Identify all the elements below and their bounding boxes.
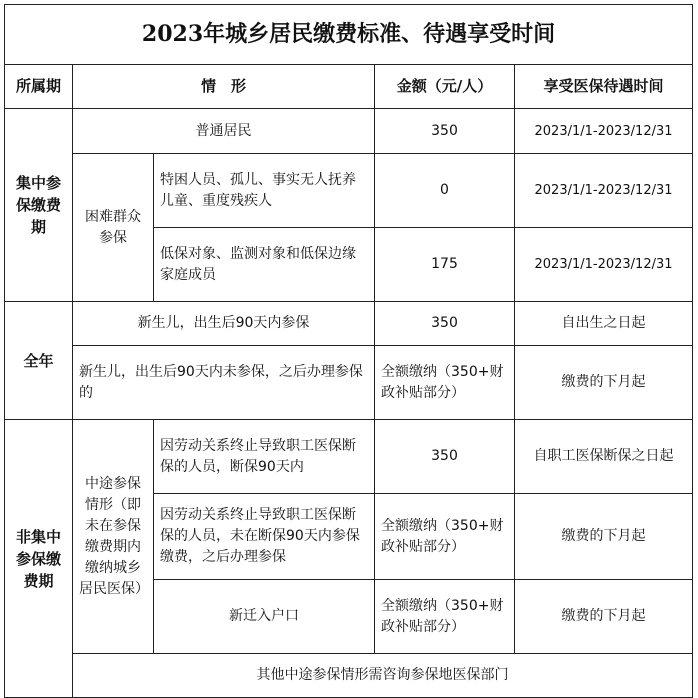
amount-newborn-after: 全额缴纳（350+财政补贴部分） [375, 346, 515, 420]
table-row [5, 654, 693, 698]
time-new-household: 缴费的下月起 [515, 580, 693, 654]
group-hardship: 困难群众参保 [73, 154, 154, 302]
amount-new-household: 全额缴纳（350+财政补贴部分） [375, 580, 515, 654]
table-row [5, 420, 693, 494]
header-period: 所属期 [5, 65, 73, 109]
situation-newborn-after: 新生儿，出生后90天内未参保，之后办理参保的 [73, 346, 375, 420]
amount-labor-after: 全额缴纳（350+财政补贴部分） [375, 494, 515, 580]
title-row [5, 5, 693, 65]
situation-labor-after: 因劳动关系终止导致职工医保断保的人员，未在断保90天内参保缴费，之后办理参保 [154, 494, 375, 580]
situation-new-household: 新迁入户口 [154, 580, 375, 654]
situation-newborn-within: 新生儿，出生后90天内参保 [73, 302, 375, 346]
time-ordinary: 2023/1/1-2023/12/31 [515, 109, 693, 154]
table-row [5, 346, 693, 420]
time-special-poverty: 2023/1/1-2023/12/31 [515, 154, 693, 228]
time-labor-within: 自职工医保断保之日起 [515, 420, 693, 494]
fee-standard-table [4, 4, 693, 698]
header-time: 享受医保待遇时间 [515, 65, 693, 109]
amount-labor-within: 350 [375, 420, 515, 494]
amount-ordinary: 350 [375, 109, 515, 154]
situation-ordinary: 普通居民 [73, 109, 375, 154]
situation-labor-within: 因劳动关系终止导致职工医保断保的人员，断保90天内 [154, 420, 375, 494]
fee-standard-document [4, 4, 692, 693]
table-row [5, 109, 693, 154]
period-centralized: 集中参保缴费期 [5, 109, 73, 302]
amount-special-poverty: 0 [375, 154, 515, 228]
time-labor-after: 缴费的下月起 [515, 494, 693, 580]
table-row [5, 302, 693, 346]
situation-low-income: 低保对象、监测对象和低保边缘家庭成员 [154, 228, 375, 302]
other-midway-note: 其他中途参保情形需咨询参保地医保部门 [73, 654, 693, 698]
table-row [5, 154, 693, 228]
header-row [5, 65, 693, 109]
time-low-income: 2023/1/1-2023/12/31 [515, 228, 693, 302]
group-midway: 中途参保情形（即未在参保缴费期内缴纳城乡居民医保） [73, 420, 154, 654]
time-newborn-after: 缴费的下月起 [515, 346, 693, 420]
period-non-centralized: 非集中参保缴费期 [5, 420, 73, 698]
situation-special-poverty: 特困人员、孤儿、事实无人抚养儿童、重度残疾人 [154, 154, 375, 228]
table-title: 2023年城乡居民缴费标准、待遇享受时间 [5, 5, 693, 65]
time-newborn-within: 自出生之日起 [515, 302, 693, 346]
period-full-year: 全年 [5, 302, 73, 420]
header-amount: 金额（元/人） [375, 65, 515, 109]
amount-newborn-within: 350 [375, 302, 515, 346]
amount-low-income: 175 [375, 228, 515, 302]
header-situation: 情 形 [73, 65, 375, 109]
